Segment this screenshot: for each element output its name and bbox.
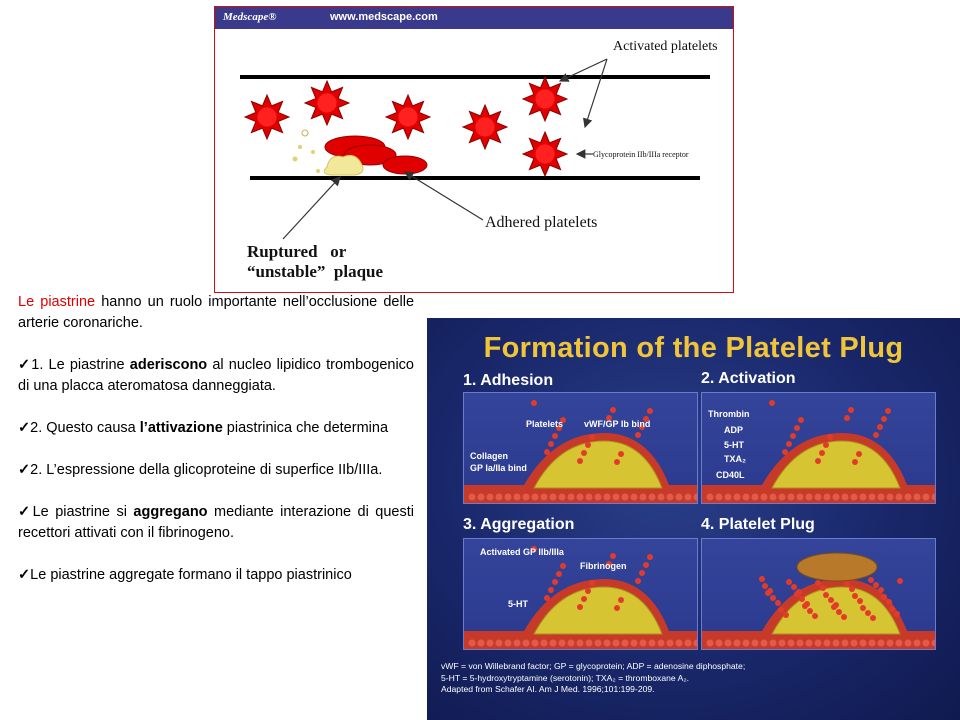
endothelial-cell (761, 494, 768, 501)
endothelial-cell (842, 494, 849, 501)
platelet-dot (798, 417, 804, 423)
platelet-dot (889, 606, 895, 612)
endothelial-cell (487, 494, 494, 501)
check-icon: ✓ (18, 420, 31, 436)
endothelial-cell (622, 494, 629, 501)
platelet-dot (860, 605, 866, 611)
endothelial-cell (707, 640, 714, 647)
endothelial-cell (824, 494, 831, 501)
platelet-dot (581, 596, 587, 602)
endothelial-cell (878, 640, 885, 647)
platelet-dot (836, 609, 842, 615)
label-txa2: TXA₂ (724, 454, 746, 464)
intro-text: hanno un ruolo importante nell’occlusione delle arterie coronariche. (18, 294, 415, 331)
endothelial-cell (779, 640, 786, 647)
endothelial-cell (869, 640, 876, 647)
endothelial-cell (860, 494, 867, 501)
platelet-dot (589, 434, 595, 440)
platelet-dot (548, 441, 554, 447)
platelet-dot (877, 424, 883, 430)
platelet-dot (852, 459, 858, 465)
label-cd40l: CD40L (716, 470, 745, 480)
platelet-dot (786, 579, 792, 585)
endothelial-cell (532, 494, 539, 501)
endothelial-cell (860, 640, 867, 647)
platelet-dot (577, 604, 583, 610)
endothelial-cell (640, 640, 647, 647)
endothelial-cell (487, 640, 494, 647)
platelet-dot (865, 610, 871, 616)
platelet-dot (820, 585, 826, 591)
activated-platelet-core (535, 144, 554, 163)
point-aggregation (18, 502, 414, 544)
platelet-dot (828, 597, 834, 603)
endothelial-cell (842, 640, 849, 647)
platelet-dot (544, 595, 550, 601)
endothelial-cell (658, 640, 665, 647)
endothelial-cell (496, 494, 503, 501)
endothelial-cell (779, 494, 786, 501)
endothelial-cell (631, 640, 638, 647)
platelet-dot (794, 425, 800, 431)
endothelial-cell (523, 494, 530, 501)
label-fibrinogen: Fibrinogen (580, 561, 627, 571)
endothelial-cell (770, 494, 777, 501)
endothelial-cell (905, 494, 912, 501)
platelet-dot (762, 583, 768, 589)
platelet-dot (848, 407, 854, 413)
platelet-dot (844, 581, 850, 587)
platelet-dot (618, 451, 624, 457)
platelet-dot (790, 433, 796, 439)
point-4-pre: Le piastrine si (32, 504, 134, 520)
endothelial-cell (604, 640, 611, 647)
panel-title-activation: 2. Activation (701, 370, 796, 387)
platelet-dot (770, 595, 776, 601)
point-2-pre: 2. Questo causa (30, 420, 140, 436)
label-unstable-plaque: “unstable” plaque (247, 262, 384, 281)
label-platelets: Platelets (526, 419, 564, 429)
activation-panel (701, 392, 936, 504)
platelet-dot (812, 613, 818, 619)
platelet-dot (585, 442, 591, 448)
platelet-dot (815, 458, 821, 464)
platelet-diagram (214, 6, 734, 293)
endothelial-cell (851, 640, 858, 647)
endothelial-cell (788, 640, 795, 647)
endothelial-cell (878, 494, 885, 501)
endothelial-cell (806, 494, 813, 501)
point-2-post: piastrinica che determina (222, 420, 389, 436)
endothelial-cell (905, 640, 912, 647)
point-4-post: mediante interazione di questi recettori attivati con il fibrinogeno. (18, 504, 414, 541)
platelet-dot (647, 554, 653, 560)
endothelial-cell (761, 640, 768, 647)
aggregation-panel (463, 538, 698, 650)
endothelial-cell (469, 640, 476, 647)
platelet-dot (873, 432, 879, 438)
endothelial-cell (752, 640, 759, 647)
endothelial-cell (707, 494, 714, 501)
platelet-dot (647, 408, 653, 414)
endothelial-cell (595, 494, 602, 501)
endothelial-cell (667, 640, 674, 647)
footnote-line-2: 5-HT = 5-hydroxytryptamine (serotonin); TXA₂ = thromboxane A₂. (441, 672, 690, 683)
platelet-dot (783, 612, 789, 618)
point-1-bold: aderiscono (129, 357, 208, 373)
point-3-text: 2. L’espressione della glicoproteine di superfice IIb/IIIa. (30, 462, 383, 478)
platelet-dot (807, 608, 813, 614)
endothelial-cell (797, 640, 804, 647)
point-1-post: al nucleo lipidico trombogenico di una placca ateromatosa danneggiata. (18, 357, 414, 394)
platelet-dot (759, 576, 765, 582)
endothelial-cell (649, 494, 656, 501)
platelet-dot (614, 605, 620, 611)
platelet-dot (585, 588, 591, 594)
endothelial-cell (559, 640, 566, 647)
endothelial-cell (896, 640, 903, 647)
platelet-dot (849, 586, 855, 592)
platelet-dot (782, 449, 788, 455)
endothelial-cell (833, 494, 840, 501)
endothelial-cell (806, 640, 813, 647)
point-activation (18, 418, 414, 439)
panel-title-adhesion: 1. Adhesion (463, 372, 554, 389)
label-adhered-platelets: Adhered platelets (485, 214, 598, 231)
platelet-dot (827, 434, 833, 440)
endothelial-cell (667, 494, 674, 501)
endothelial-cell (716, 494, 723, 501)
panel-title-aggregation: 3. Aggregation (463, 516, 575, 533)
endothelial-cell (559, 494, 566, 501)
endothelial-cell (815, 640, 822, 647)
medscape-url: www.medscape.com (330, 11, 438, 23)
label-glycoprotein-receptor: Glycoprotein IIb/IIIa receptor (593, 150, 689, 159)
check-icon: ✓ (18, 504, 33, 520)
plug-vessel (702, 539, 936, 650)
endothelial-cell (788, 494, 795, 501)
platelet-dot (548, 587, 554, 593)
point-plug (18, 565, 414, 586)
platelet-dot (802, 603, 808, 609)
endothelial-cell (676, 494, 683, 501)
point-1-pre: 1. Le piastrine (31, 357, 130, 373)
endothelial-cell (914, 494, 921, 501)
endothelial-cell (577, 494, 584, 501)
platelet-dot (577, 458, 583, 464)
endothelial-cell (887, 494, 894, 501)
endothelial-cell (815, 494, 822, 501)
endothelial-cell (676, 640, 683, 647)
platelet-dot (897, 578, 903, 584)
fibrin-plug (797, 553, 877, 581)
endothelial-cell (640, 494, 647, 501)
platelet-dot (881, 416, 887, 422)
endothelial-cell (896, 494, 903, 501)
label-ruptured: Ruptured or (247, 242, 347, 261)
endothelial-cell (595, 640, 602, 647)
platelet-dot (639, 570, 645, 576)
endothelial-cell (478, 494, 485, 501)
platelet-dot (556, 571, 562, 577)
endothelial-cell (496, 640, 503, 647)
platelet-dot (819, 450, 825, 456)
endothelial-cell (685, 640, 692, 647)
platelet-dot (544, 449, 550, 455)
platelet-dot (643, 562, 649, 568)
endothelial-cell (505, 640, 512, 647)
endothelial-cell (568, 640, 575, 647)
platelet-dot (769, 400, 775, 406)
platelet-dot (886, 599, 892, 605)
platelet-dot (610, 553, 616, 559)
platelet-dot (841, 614, 847, 620)
plug-figure-title: Formation of the Platelet Plug (483, 332, 904, 364)
point-adhesion (18, 355, 414, 397)
endothelial-cell (752, 494, 759, 501)
endothelial-cell (734, 494, 741, 501)
endothelial-cell (577, 640, 584, 647)
endothelial-cell (833, 640, 840, 647)
label-activated-gp: Activated GP IIb/IIIa (480, 547, 564, 557)
platelet-dot (870, 615, 876, 621)
label-aggregation-5ht: 5-HT (508, 599, 528, 609)
endothelial-cell (851, 494, 858, 501)
label-activated-platelets: Activated platelets (613, 39, 718, 54)
endothelial-cell (743, 640, 750, 647)
check-icon: ✓ (18, 567, 31, 583)
point-5-text: Le piastrine aggregate formano il tappo piastrinico (30, 567, 352, 583)
endothelial-cell (505, 494, 512, 501)
endothelial-cell (743, 494, 750, 501)
check-icon: ✓ (18, 462, 31, 478)
platelet-dot (823, 442, 829, 448)
endothelial-cell (541, 640, 548, 647)
platelet-dot (552, 579, 558, 585)
platelet-dot (878, 587, 884, 593)
footnote-line-3: Adapted from Schafer AI. Am J Med. 1996;101:199-209. (441, 684, 655, 694)
platelet-dot (610, 407, 616, 413)
label-5ht: 5-HT (724, 440, 744, 450)
platelet-dot (552, 433, 558, 439)
endothelial-cell (923, 640, 930, 647)
endothelial-cell (541, 494, 548, 501)
activated-platelet-core (398, 107, 417, 126)
label-adp: ADP (724, 425, 744, 435)
point-4-bold: aggregano (133, 504, 208, 520)
endothelial-cell (914, 640, 921, 647)
label-gp-ia: GP Ia/IIa bind (470, 463, 527, 473)
point-expression (18, 460, 414, 481)
activated-platelet-core (317, 93, 336, 112)
endothelial-cell (770, 640, 777, 647)
endothelial-cell (523, 640, 530, 647)
platelet-dot (614, 459, 620, 465)
platelet-dot (560, 563, 566, 569)
endothelial-cell (550, 640, 557, 647)
endothelial-cell (685, 494, 692, 501)
medscape-logo: Medscape® (223, 11, 277, 23)
adhesion-panel (463, 392, 698, 504)
endothelial-cell (622, 640, 629, 647)
endothelial-cell (478, 640, 485, 647)
endothelial-cell (586, 640, 593, 647)
endothelial-cell (568, 494, 575, 501)
endothelial-cell (586, 494, 593, 501)
platelet-dot (852, 593, 858, 599)
platelet-dot (868, 577, 874, 583)
endothelial-cell (550, 494, 557, 501)
platelet-dot (885, 408, 891, 414)
footnote-line-1: vWF = von Willebrand factor; GP = glycoprotein; ADP = adenosine diphosphate; (441, 661, 746, 671)
endothelial-cell (514, 640, 521, 647)
platelet-dot (786, 441, 792, 447)
endothelial-cell (734, 640, 741, 647)
platelet-dot (799, 596, 805, 602)
activated-platelet-core (535, 89, 554, 108)
endothelial-cell (613, 494, 620, 501)
activated-platelet-core (257, 107, 276, 126)
platelet-dot (831, 604, 837, 610)
platelet-dot (815, 580, 821, 586)
endothelial-cell (514, 494, 521, 501)
platelet-dot (589, 580, 595, 586)
plug-footnote (441, 661, 946, 696)
italian-explanation (18, 292, 414, 607)
adhesion-vessel (464, 393, 698, 504)
endothelial-cell (887, 640, 894, 647)
platelet-dot (531, 400, 537, 406)
endothelial-cell (716, 640, 723, 647)
endothelial-cell (725, 640, 732, 647)
plug-panel (701, 538, 936, 650)
intro-paragraph (18, 292, 414, 334)
platelet-dot (791, 584, 797, 590)
platelet-dot (823, 592, 829, 598)
platelet-dot (635, 432, 641, 438)
platelet-plug-figure (427, 318, 960, 720)
label-vwf: vWF/GP Ib bind (584, 419, 651, 429)
platelet-dot (635, 578, 641, 584)
endothelial-cell (613, 640, 620, 647)
platelet-dot (873, 582, 879, 588)
platelet-dot (881, 594, 887, 600)
endothelial-cell (658, 494, 665, 501)
platelet-dot (775, 600, 781, 606)
platelet-dot (857, 598, 863, 604)
activated-platelet-core (475, 117, 494, 136)
endothelial-cell (923, 494, 930, 501)
platelet-dot (581, 450, 587, 456)
platelet-dot (778, 607, 784, 613)
point-2-bold: l’attivazione (139, 420, 223, 436)
endothelial-cell (649, 640, 656, 647)
endothelial-cell (824, 640, 831, 647)
platelet-dot (618, 597, 624, 603)
platelet-dot (765, 590, 771, 596)
platelet-dot (894, 611, 900, 617)
endothelial-cell (869, 494, 876, 501)
platelet-dot (844, 415, 850, 421)
intro-highlight: Le piastrine (18, 294, 96, 310)
platelet-dot (794, 591, 800, 597)
endothelial-cell (725, 494, 732, 501)
check-icon: ✓ (18, 357, 32, 373)
platelet-dot (856, 451, 862, 457)
plaque (324, 155, 363, 175)
panel-title-plug: 4. Platelet Plug (701, 516, 815, 533)
endothelial-cell (469, 494, 476, 501)
endothelial-cell (532, 640, 539, 647)
label-thrombin: Thrombin (708, 409, 750, 419)
label-collagen: Collagen (470, 451, 509, 461)
endothelial-cell (797, 494, 804, 501)
endothelial-cell (604, 494, 611, 501)
endothelial-cell (631, 494, 638, 501)
